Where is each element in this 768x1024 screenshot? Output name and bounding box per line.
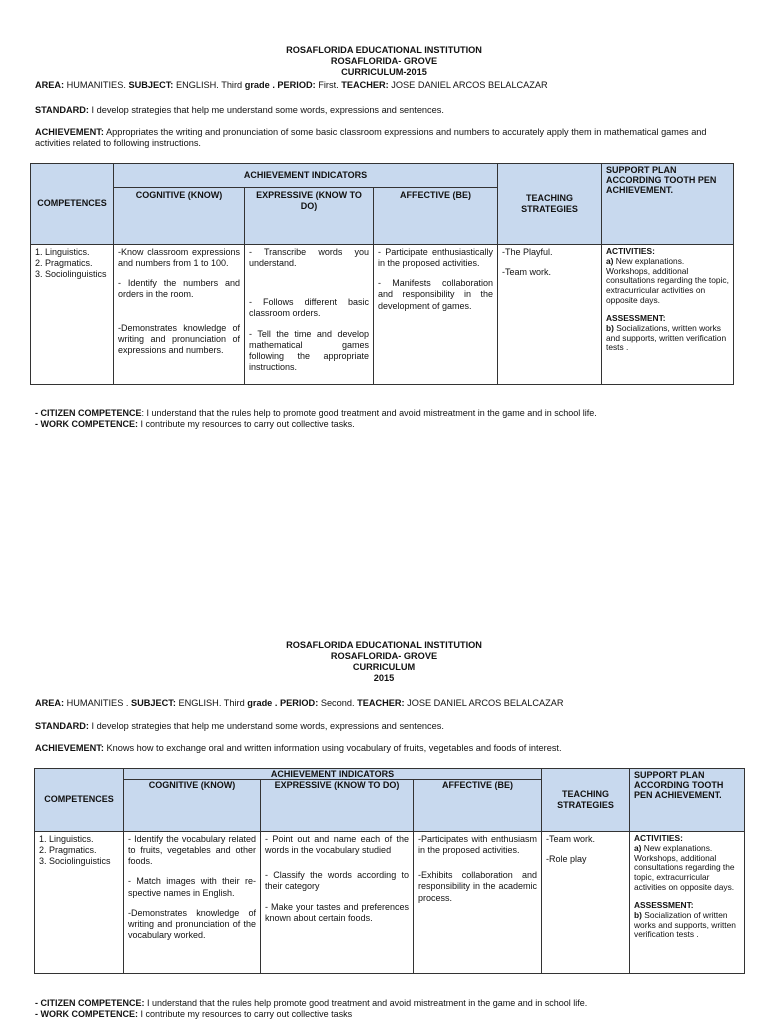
grade-label: grade bbox=[247, 698, 273, 708]
affective-item: - Manifests collaboration and responsibility in the development of games. bbox=[378, 278, 493, 311]
support-cell bbox=[602, 245, 734, 385]
achievement-indicators-header: ACHIEVEMENT INDICATORS bbox=[114, 164, 498, 188]
expressive-cell bbox=[261, 832, 414, 974]
institution-name: ROSAFLORIDA EDUCATIONAL INSTITUTION bbox=[286, 45, 482, 55]
standard-label: STANDARD: bbox=[35, 721, 89, 731]
citizen-text: I understand that the rules help promote good treatment and avoid mistreatment in the game and in school life. bbox=[147, 998, 588, 1008]
expressive-cell bbox=[245, 245, 374, 385]
activities-text: New explanations. Workshops, additional consultations regarding the topic, extracurricular activities on opposite days. bbox=[606, 255, 729, 306]
standard-text: I develop strategies that help me understand some words, expressions and sentences. bbox=[91, 721, 444, 731]
area-line bbox=[35, 698, 738, 709]
competence-item: 2. Pragmatics. bbox=[35, 258, 93, 269]
affective-cell bbox=[414, 832, 542, 974]
work-competence bbox=[35, 419, 748, 430]
standard-line bbox=[35, 721, 738, 732]
assessment-text: Socializations, written works and supports, written verification tests . bbox=[606, 322, 727, 353]
curriculum-table bbox=[30, 163, 734, 385]
cognitive-item: - Match images with their re- spective names in English. bbox=[128, 876, 256, 898]
subject-value: ENGLISH. Third bbox=[178, 698, 245, 708]
teaching-item: -The Playful. bbox=[502, 247, 553, 257]
curriculum-year: 2015 bbox=[373, 673, 395, 684]
competence-item: 2. Pragmatics. bbox=[39, 845, 97, 856]
work-text: I contribute my resources to carry out collective tasks bbox=[140, 1009, 353, 1020]
competence-item: 1. Linguistics. bbox=[39, 834, 94, 844]
activities-label: ACTIVITIES: bbox=[606, 246, 655, 256]
teaching-item: -Team work. bbox=[502, 267, 552, 278]
support-plan-header: SUPPORT PLAN ACCORDING TOOTH PEN ACHIEVEMENT. bbox=[630, 769, 745, 832]
achievement-text: Knows how to exchange oral and written information using vocabulary of fruits, vegetables and foods of interest. bbox=[106, 743, 562, 753]
teaching-item: -Role play bbox=[546, 854, 587, 865]
cognitive-cell bbox=[114, 245, 245, 385]
competence-item: 1. Linguistics. bbox=[35, 247, 90, 257]
affective-item: -Participates with enthusiasm in the proposed activities. bbox=[418, 834, 537, 856]
expressive-item: - Make your tastes and preferences known about certain foods. bbox=[265, 901, 409, 923]
citizen-label: - CITIZEN COMPETENCE: bbox=[35, 998, 145, 1008]
standard-text: I develop strategies that help me understand some words, expressions and sentences. bbox=[91, 105, 444, 115]
activities-label: ACTIVITIES: bbox=[634, 833, 683, 843]
affective-item: -Exhibits collaboration and responsibility in the academic process. bbox=[418, 870, 537, 903]
expressive-item: - Point out and name each of the words in the vocabulary studied bbox=[265, 834, 409, 856]
cognitive-item: - Identify the vocabulary related to fruits, vegetables and other foods. bbox=[128, 834, 256, 867]
achievement-line bbox=[35, 743, 738, 754]
citizen-text: : I understand that the rules help to promote good treatment and avoid mistreatment in the game and in school life. bbox=[141, 408, 597, 418]
cognitive-header: COGNITIVE (KNOW) bbox=[124, 780, 261, 832]
curriculum-title: CURRICULUM-2015 bbox=[341, 67, 427, 78]
cognitive-item: -Demonstrates knowledge of writing and pronunciation of expressions and numbers. bbox=[118, 322, 240, 355]
competence-notes bbox=[35, 408, 748, 431]
competences-header: COMPETENCES bbox=[35, 769, 124, 832]
citizen-competence bbox=[35, 408, 748, 419]
assessment-text: Socialization of written works and supports, written verification tests . bbox=[634, 909, 736, 940]
subject-label: SUBJECT: bbox=[130, 698, 176, 708]
assessment-label: ASSESSMENT: bbox=[606, 312, 666, 323]
competence-item: 3. Sociolinguistics bbox=[35, 269, 107, 280]
cognitive-item: -Demonstrates knowledge of writing and pronunciation of the vocabulary worked. bbox=[128, 907, 256, 941]
citizen-label: - CITIZEN COMPETENCE bbox=[35, 408, 142, 418]
activities-text: New explanations. Workshops, additional consultations regarding the topic, extracurricular activities on opposite days. bbox=[634, 842, 735, 893]
achievement-line bbox=[35, 127, 733, 149]
expressive-item: - Transcribe words you understand. bbox=[249, 247, 369, 269]
curriculum-title: CURRICULUM bbox=[352, 662, 416, 673]
achievement-label: ACHIEVEMENT: bbox=[35, 743, 104, 753]
teaching-item: -Team work. bbox=[546, 834, 596, 844]
support-cell bbox=[630, 832, 745, 974]
affective-cell bbox=[374, 245, 498, 385]
expressive-header: EXPRESSIVE (KNOW TO DO) bbox=[261, 780, 414, 832]
expressive-item: - Classify the words according to their category bbox=[265, 870, 409, 892]
work-text: I contribute my resources to carry out collective tasks. bbox=[140, 419, 355, 430]
citizen-competence bbox=[35, 998, 748, 1009]
expressive-item: - Tell the time and develop mathematical games following the appropriate instructions. bbox=[249, 328, 369, 373]
teacher-value: JOSE DANIEL ARCOS BELALCAZAR bbox=[407, 698, 564, 708]
affective-header: AFFECTIVE (BE) bbox=[374, 188, 498, 245]
subject-label: SUBJECT: bbox=[128, 80, 174, 90]
support-plan-header: SUPPORT PLAN ACCORDING TOOTH PEN ACHIEVEMENT. bbox=[602, 164, 734, 245]
period-label: . PERIOD: bbox=[272, 80, 316, 90]
standard-label: STANDARD: bbox=[35, 105, 89, 115]
teaching-strategies-header: TEACHING STRATEGIES bbox=[498, 164, 602, 245]
work-label: - WORK COMPETENCE: bbox=[35, 1009, 138, 1020]
curriculum-table bbox=[34, 768, 745, 974]
campus-name: ROSAFLORIDA- GROVE bbox=[330, 56, 438, 67]
area-label: AREA: bbox=[35, 80, 65, 90]
standard-line bbox=[35, 105, 738, 116]
assessment-label: ASSESSMENT: bbox=[634, 899, 694, 910]
cognitive-cell bbox=[124, 832, 261, 974]
achievement-text: Appropriates the writing and pronunciation of some basic classroom expressions and numbers to accurately apply them in mathematical games and activities related to following instructions. bbox=[35, 127, 707, 149]
teacher-value: JOSE DANIEL ARCOS BELALCAZAR bbox=[391, 80, 548, 90]
activities-letter: a) bbox=[634, 842, 642, 853]
cognitive-item: - Identify the numbers and orders in the room. bbox=[118, 278, 240, 300]
competences-cell bbox=[31, 245, 114, 385]
expressive-header: EXPRESSIVE (KNOW TO DO) bbox=[245, 188, 374, 245]
area-label: AREA: bbox=[35, 698, 65, 708]
work-label: - WORK COMPETENCE: bbox=[35, 419, 138, 430]
cognitive-header: COGNITIVE (KNOW) bbox=[114, 188, 245, 245]
institution-name: ROSAFLORIDA EDUCATIONAL INSTITUTION bbox=[286, 640, 482, 650]
teacher-label: TEACHER: bbox=[357, 698, 405, 708]
assessment-letter: b) bbox=[606, 322, 614, 333]
teaching-strategies-header: TEACHING STRATEGIES bbox=[542, 769, 630, 832]
period-label: . PERIOD: bbox=[274, 698, 319, 708]
document-header bbox=[0, 640, 768, 684]
area-value: HUMANITIES. bbox=[66, 80, 126, 90]
achievement-indicators-header: ACHIEVEMENT INDICATORS bbox=[124, 769, 542, 780]
period-value: First. bbox=[318, 80, 339, 90]
assessment-letter: b) bbox=[634, 909, 642, 920]
cognitive-item: -Know classroom expressions and numbers from 1 to 100. bbox=[118, 247, 240, 269]
competence-notes bbox=[35, 998, 748, 1021]
area-value: HUMANITIES . bbox=[66, 698, 129, 708]
document-header bbox=[0, 45, 768, 78]
area-line bbox=[35, 80, 738, 91]
work-competence bbox=[35, 1009, 748, 1020]
teaching-cell bbox=[498, 245, 602, 385]
expressive-item: - Follows different basic classroom orders. bbox=[249, 297, 369, 319]
achievement-label: ACHIEVEMENT: bbox=[35, 127, 104, 137]
subject-value: ENGLISH. Third bbox=[175, 80, 243, 90]
period-value: Second. bbox=[320, 698, 355, 708]
grade-label: grade bbox=[244, 80, 270, 90]
campus-name: ROSAFLORIDA- GROVE bbox=[330, 651, 438, 662]
affective-header: AFFECTIVE (BE) bbox=[414, 780, 542, 832]
competence-item: 3. Sociolinguistics bbox=[39, 856, 111, 867]
competences-header: COMPETENCES bbox=[31, 164, 114, 245]
competences-cell bbox=[35, 832, 124, 974]
teacher-label: TEACHER: bbox=[341, 80, 389, 90]
activities-letter: a) bbox=[606, 255, 614, 266]
affective-item: - Participate enthusiastically in the proposed activities. bbox=[378, 247, 493, 269]
teaching-cell bbox=[542, 832, 630, 974]
